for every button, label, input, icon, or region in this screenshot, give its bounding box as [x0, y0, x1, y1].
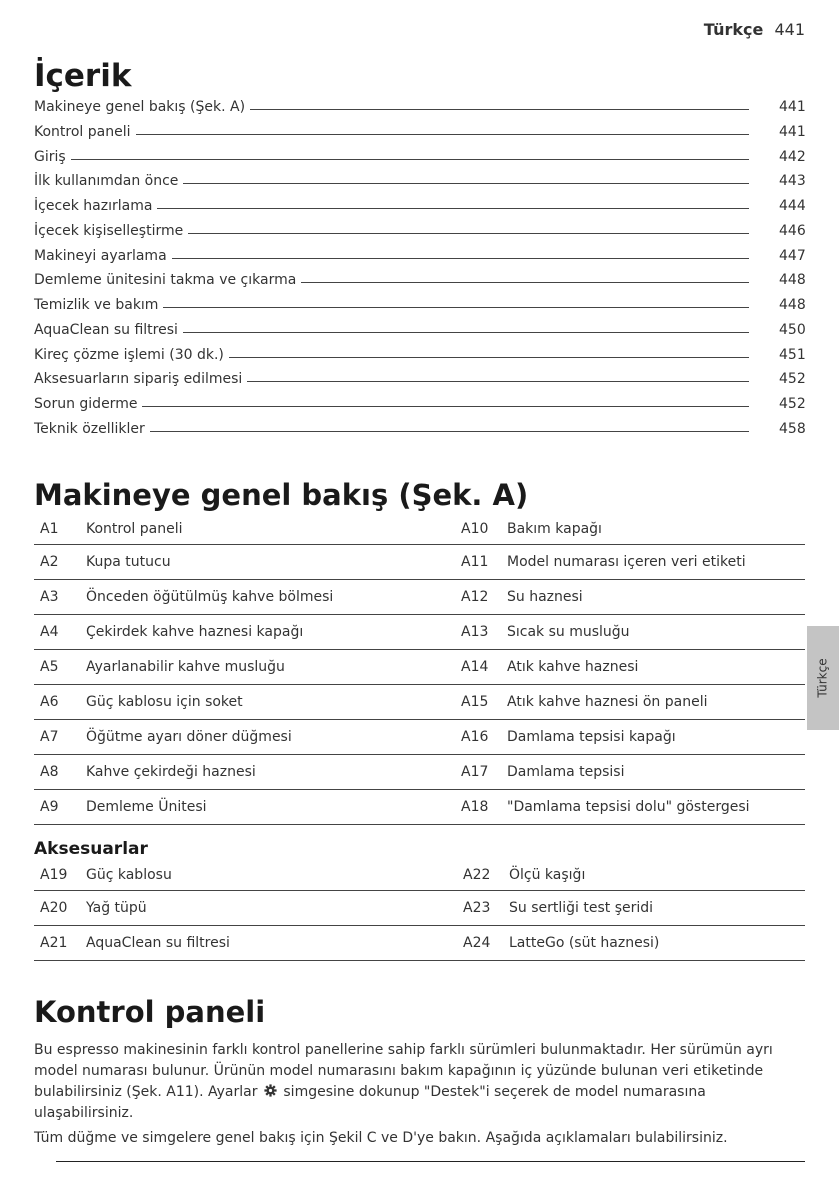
part-label: Kupa tutucu — [80, 545, 455, 580]
table-row — [34, 755, 805, 790]
table-row — [34, 685, 805, 720]
toc-leader-line — [183, 183, 749, 184]
accessories-table — [34, 860, 805, 961]
part-label: Kontrol paneli — [80, 514, 455, 545]
part-label: Damlama tepsisi kapağı — [501, 720, 805, 755]
toc-entry-title: Makineye genel bakış (Şek. A) — [34, 99, 246, 115]
part-code: A3 — [34, 580, 80, 615]
part-code: A16 — [455, 720, 501, 755]
part-label: Atık kahve haznesi ön paneli — [501, 685, 805, 720]
part-code: A21 — [34, 926, 80, 961]
toc-leader-line — [250, 109, 749, 110]
toc-entry[interactable] — [34, 248, 805, 273]
part-label: "Damlama tepsisi dolu" göstergesi — [501, 790, 805, 825]
side-tab-label: Türkçe — [816, 658, 830, 698]
part-code: A14 — [455, 650, 501, 685]
part-code: A11 — [455, 545, 501, 580]
toc-entry-title: Demleme ünitesini takma ve çıkarma — [34, 272, 297, 289]
control-panel-paragraph-2: Tüm düğme ve simgelere genel bakış için Şekil C ve D'ye bakın. Aşağıda açıklamaları bulabilirsiniz. — [34, 1130, 728, 1146]
overview-title: Makineye genel bakış (Şek. A) — [34, 478, 529, 512]
part-code: A4 — [34, 615, 80, 650]
part-code: A10 — [455, 514, 501, 545]
toc-leader-line — [157, 208, 749, 209]
part-label: Çekirdek kahve haznesi kapağı — [80, 615, 455, 650]
footer-rule — [56, 1161, 805, 1162]
part-code: A5 — [34, 650, 80, 685]
part-label: Atık kahve haznesi — [501, 650, 805, 685]
part-label: Yağ tüpü — [80, 891, 457, 926]
table-row — [34, 650, 805, 685]
toc-entry[interactable] — [34, 198, 805, 223]
toc-entry-title: Sorun giderme — [34, 396, 138, 412]
control-panel-text — [34, 1040, 794, 1153]
toc-entry[interactable] — [34, 124, 805, 149]
toc-leader-line — [136, 134, 750, 135]
toc-entry-title: İlk kullanımdan önce — [34, 173, 179, 190]
table-row — [34, 615, 805, 650]
gear-icon — [264, 1084, 277, 1097]
part-code: A23 — [457, 891, 503, 926]
toc-entry-page: 452 — [779, 396, 806, 412]
table-row — [34, 720, 805, 755]
part-code: A22 — [457, 860, 503, 891]
control-panel-title: Kontrol paneli — [34, 995, 266, 1029]
table-of-contents — [34, 99, 805, 446]
toc-entry-title: İçecek hazırlama — [34, 198, 153, 214]
toc-leader-line — [188, 233, 749, 234]
toc-entry[interactable] — [34, 272, 805, 297]
toc-entry-title: Temizlik ve bakım — [34, 297, 159, 313]
toc-entry[interactable] — [34, 421, 805, 446]
paragraph-1-part-b: simgesine dokunup "Destek"i seçerek de model numarasına ulaşabilirsiniz. — [34, 1084, 706, 1121]
toc-entry[interactable] — [34, 297, 805, 322]
part-label: LatteGo (süt haznesi) — [503, 926, 805, 961]
toc-leader-line — [71, 159, 749, 160]
toc-leader-line — [229, 357, 749, 358]
part-code: A2 — [34, 545, 80, 580]
part-code: A13 — [455, 615, 501, 650]
part-code: A20 — [34, 891, 80, 926]
toc-leader-line — [183, 332, 749, 333]
control-panel-paragraph-1 — [34, 1040, 794, 1124]
table-row — [34, 860, 805, 891]
paragraph-1-part-a: Bu espresso makinesinin farklı kontrol panellerine sahip farklı sürümleri bulunmaktadır. Her sürümün ayrı model numarası bulunur. Ürünün model numarasını bakım kapağının iç yüzünde bulunan veri etiketinde bulabilirsiniz (Şek. A11). Ayarlar — [34, 1042, 773, 1100]
toc-entry-page: 458 — [779, 420, 806, 437]
part-code: A12 — [455, 580, 501, 615]
toc-entry-page: 448 — [779, 272, 806, 289]
part-label: Güç kablosu için soket — [80, 685, 455, 720]
part-code: A19 — [34, 860, 80, 891]
table-row — [34, 545, 805, 580]
toc-entry[interactable] — [34, 149, 805, 174]
part-code: A18 — [455, 790, 501, 825]
part-label: Su sertliği test şeridi — [503, 891, 805, 926]
part-label: Su haznesi — [501, 580, 805, 615]
toc-entry-title: Kireç çözme işlemi (30 dk.) — [34, 346, 224, 363]
toc-entry-title: İçecek kişiselleştirme — [34, 222, 184, 239]
part-label: Önceden öğütülmüş kahve bölmesi — [80, 580, 455, 615]
toc-leader-line — [163, 307, 749, 308]
toc-entry-page: 442 — [779, 148, 806, 165]
overview-parts-table — [34, 514, 805, 825]
table-row — [34, 514, 805, 545]
language-side-tab — [807, 626, 839, 730]
part-code: A8 — [34, 755, 80, 790]
toc-entry-page: 444 — [779, 198, 806, 214]
toc-entry[interactable] — [34, 371, 805, 396]
part-label: Demleme Ünitesi — [80, 790, 455, 825]
toc-entry-page: 443 — [779, 173, 806, 190]
toc-leader-line — [142, 406, 749, 407]
part-label: AquaClean su filtresi — [80, 926, 457, 961]
table-row — [34, 790, 805, 825]
toc-leader-line — [301, 282, 749, 283]
part-code: A17 — [455, 755, 501, 790]
toc-leader-line — [150, 431, 749, 432]
toc-entry-page: 448 — [779, 297, 806, 313]
toc-entry[interactable] — [34, 223, 805, 248]
part-code: A9 — [34, 790, 80, 825]
table-row — [34, 891, 805, 926]
toc-entry-page: 441 — [779, 123, 806, 140]
toc-entry-title: Giriş — [34, 148, 66, 165]
toc-leader-line — [172, 258, 749, 259]
toc-title: İçerik — [34, 58, 132, 94]
toc-entry-title: Teknik özellikler — [34, 420, 145, 437]
toc-entry-page: 451 — [779, 346, 806, 363]
toc-entry[interactable] — [34, 396, 805, 421]
toc-entry[interactable] — [34, 99, 805, 124]
toc-entry-page: 446 — [779, 222, 806, 239]
header-language: Türkçe — [703, 20, 764, 39]
part-code: A7 — [34, 720, 80, 755]
toc-entry-title: Kontrol paneli — [34, 123, 131, 140]
toc-entry[interactable] — [34, 173, 805, 198]
toc-entry-page: 447 — [779, 247, 806, 264]
table-row — [34, 926, 805, 961]
part-label: Damlama tepsisi — [501, 755, 805, 790]
part-label: Ayarlanabilir kahve musluğu — [80, 650, 455, 685]
part-label: Kahve çekirdeği haznesi — [80, 755, 455, 790]
part-label: Güç kablosu — [80, 860, 457, 891]
part-code: A6 — [34, 685, 80, 720]
part-label: Ölçü kaşığı — [503, 860, 805, 891]
header-page-number: 441 — [774, 20, 805, 39]
part-code: A24 — [457, 926, 503, 961]
part-label: Sıcak su musluğu — [501, 615, 805, 650]
part-label: Öğütme ayarı döner düğmesi — [80, 720, 455, 755]
toc-entry-page: 452 — [779, 371, 806, 388]
accessories-title: Aksesuarlar — [34, 839, 148, 859]
part-label: Bakım kapağı — [501, 514, 805, 545]
toc-entry[interactable] — [34, 322, 805, 347]
part-code: A15 — [455, 685, 501, 720]
table-row — [34, 580, 805, 615]
part-label: Model numarası içeren veri etiketi — [501, 545, 805, 580]
toc-entry[interactable] — [34, 347, 805, 372]
toc-leader-line — [247, 381, 749, 382]
toc-entry-title: Aksesuarların sipariş edilmesi — [34, 371, 243, 388]
page-header — [704, 20, 805, 39]
toc-entry-page: 450 — [779, 321, 806, 338]
toc-entry-title: Makineyi ayarlama — [34, 247, 167, 264]
toc-entry-page: 441 — [779, 99, 806, 115]
part-code: A1 — [34, 514, 80, 545]
toc-entry-title: AquaClean su filtresi — [34, 321, 178, 338]
